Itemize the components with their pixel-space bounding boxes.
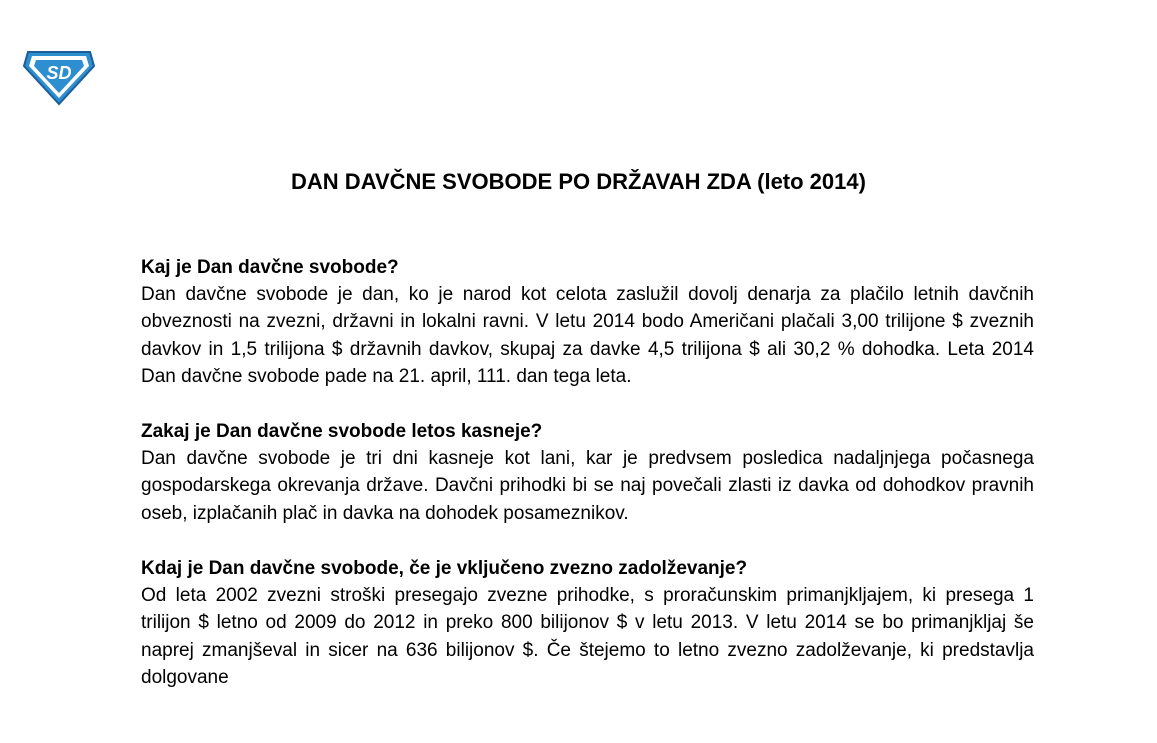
section-heading: Kdaj je Dan davčne svobode, če je vključeno zvezno zadolževanje? <box>141 558 748 580</box>
section-heading: Kaj je Dan davčne svobode? <box>141 257 399 278</box>
section-paragraph: Od leta 2002 zvezni stroški presegajo zvezne prihodke, s proračunskim primanjkljajem, ki presega 1 trilijon $ letno od 2009 do 2012 in preko 800 bilijonov $ v letu 2013. V letu 2014 se bo primanjkljaj še naprej zmanjševal in sicer na 636 bilijonov $. Če štejemo to letno zvezno zadolževanje, ki predstavlja dolgovane <box>141 585 1034 688</box>
logo-letters: SD <box>46 63 72 83</box>
document-title: DAN DAVČNE SVOBODE PO DRŽAVAH ZDA (leto 2014) <box>291 169 866 194</box>
sd-shield-logo-icon <box>22 48 96 106</box>
section-paragraph: Dan davčne svobode je tri dni kasneje kot lani, kar je predvsem posledica nadaljnjega počasnega gospodarskega okrevanja države. Davčni prihodki bi se naj povečali zlasti iz davka od dohodkov pravnih oseb, izplačanih plač in davka na dohodek posameznikov. <box>141 448 1034 524</box>
document-body <box>141 254 1034 719</box>
section-heading: Zakaj je Dan davčne svobode letos kasneje? <box>141 421 543 443</box>
section-federal-borrowing <box>141 555 1034 691</box>
section-why-later <box>141 418 1034 527</box>
section-paragraph: Dan davčne svobode je dan, ko je narod kot celota zaslužil dovolj denarja za plačilo letnih davčnih obveznosti na zvezni, državni in lokalni ravni. V letu 2014 bodo Američani plačali 3,00 trilijone $ zveznih davkov in 1,5 trilijona $ državnih davkov, skupaj za davke 4,5 trilijona $ ali 30,2 % dohodka. Leta 2014 Dan davčne svobode pade na 21. april, 111. dan tega leta. <box>141 284 1034 387</box>
section-what-is <box>141 254 1034 390</box>
